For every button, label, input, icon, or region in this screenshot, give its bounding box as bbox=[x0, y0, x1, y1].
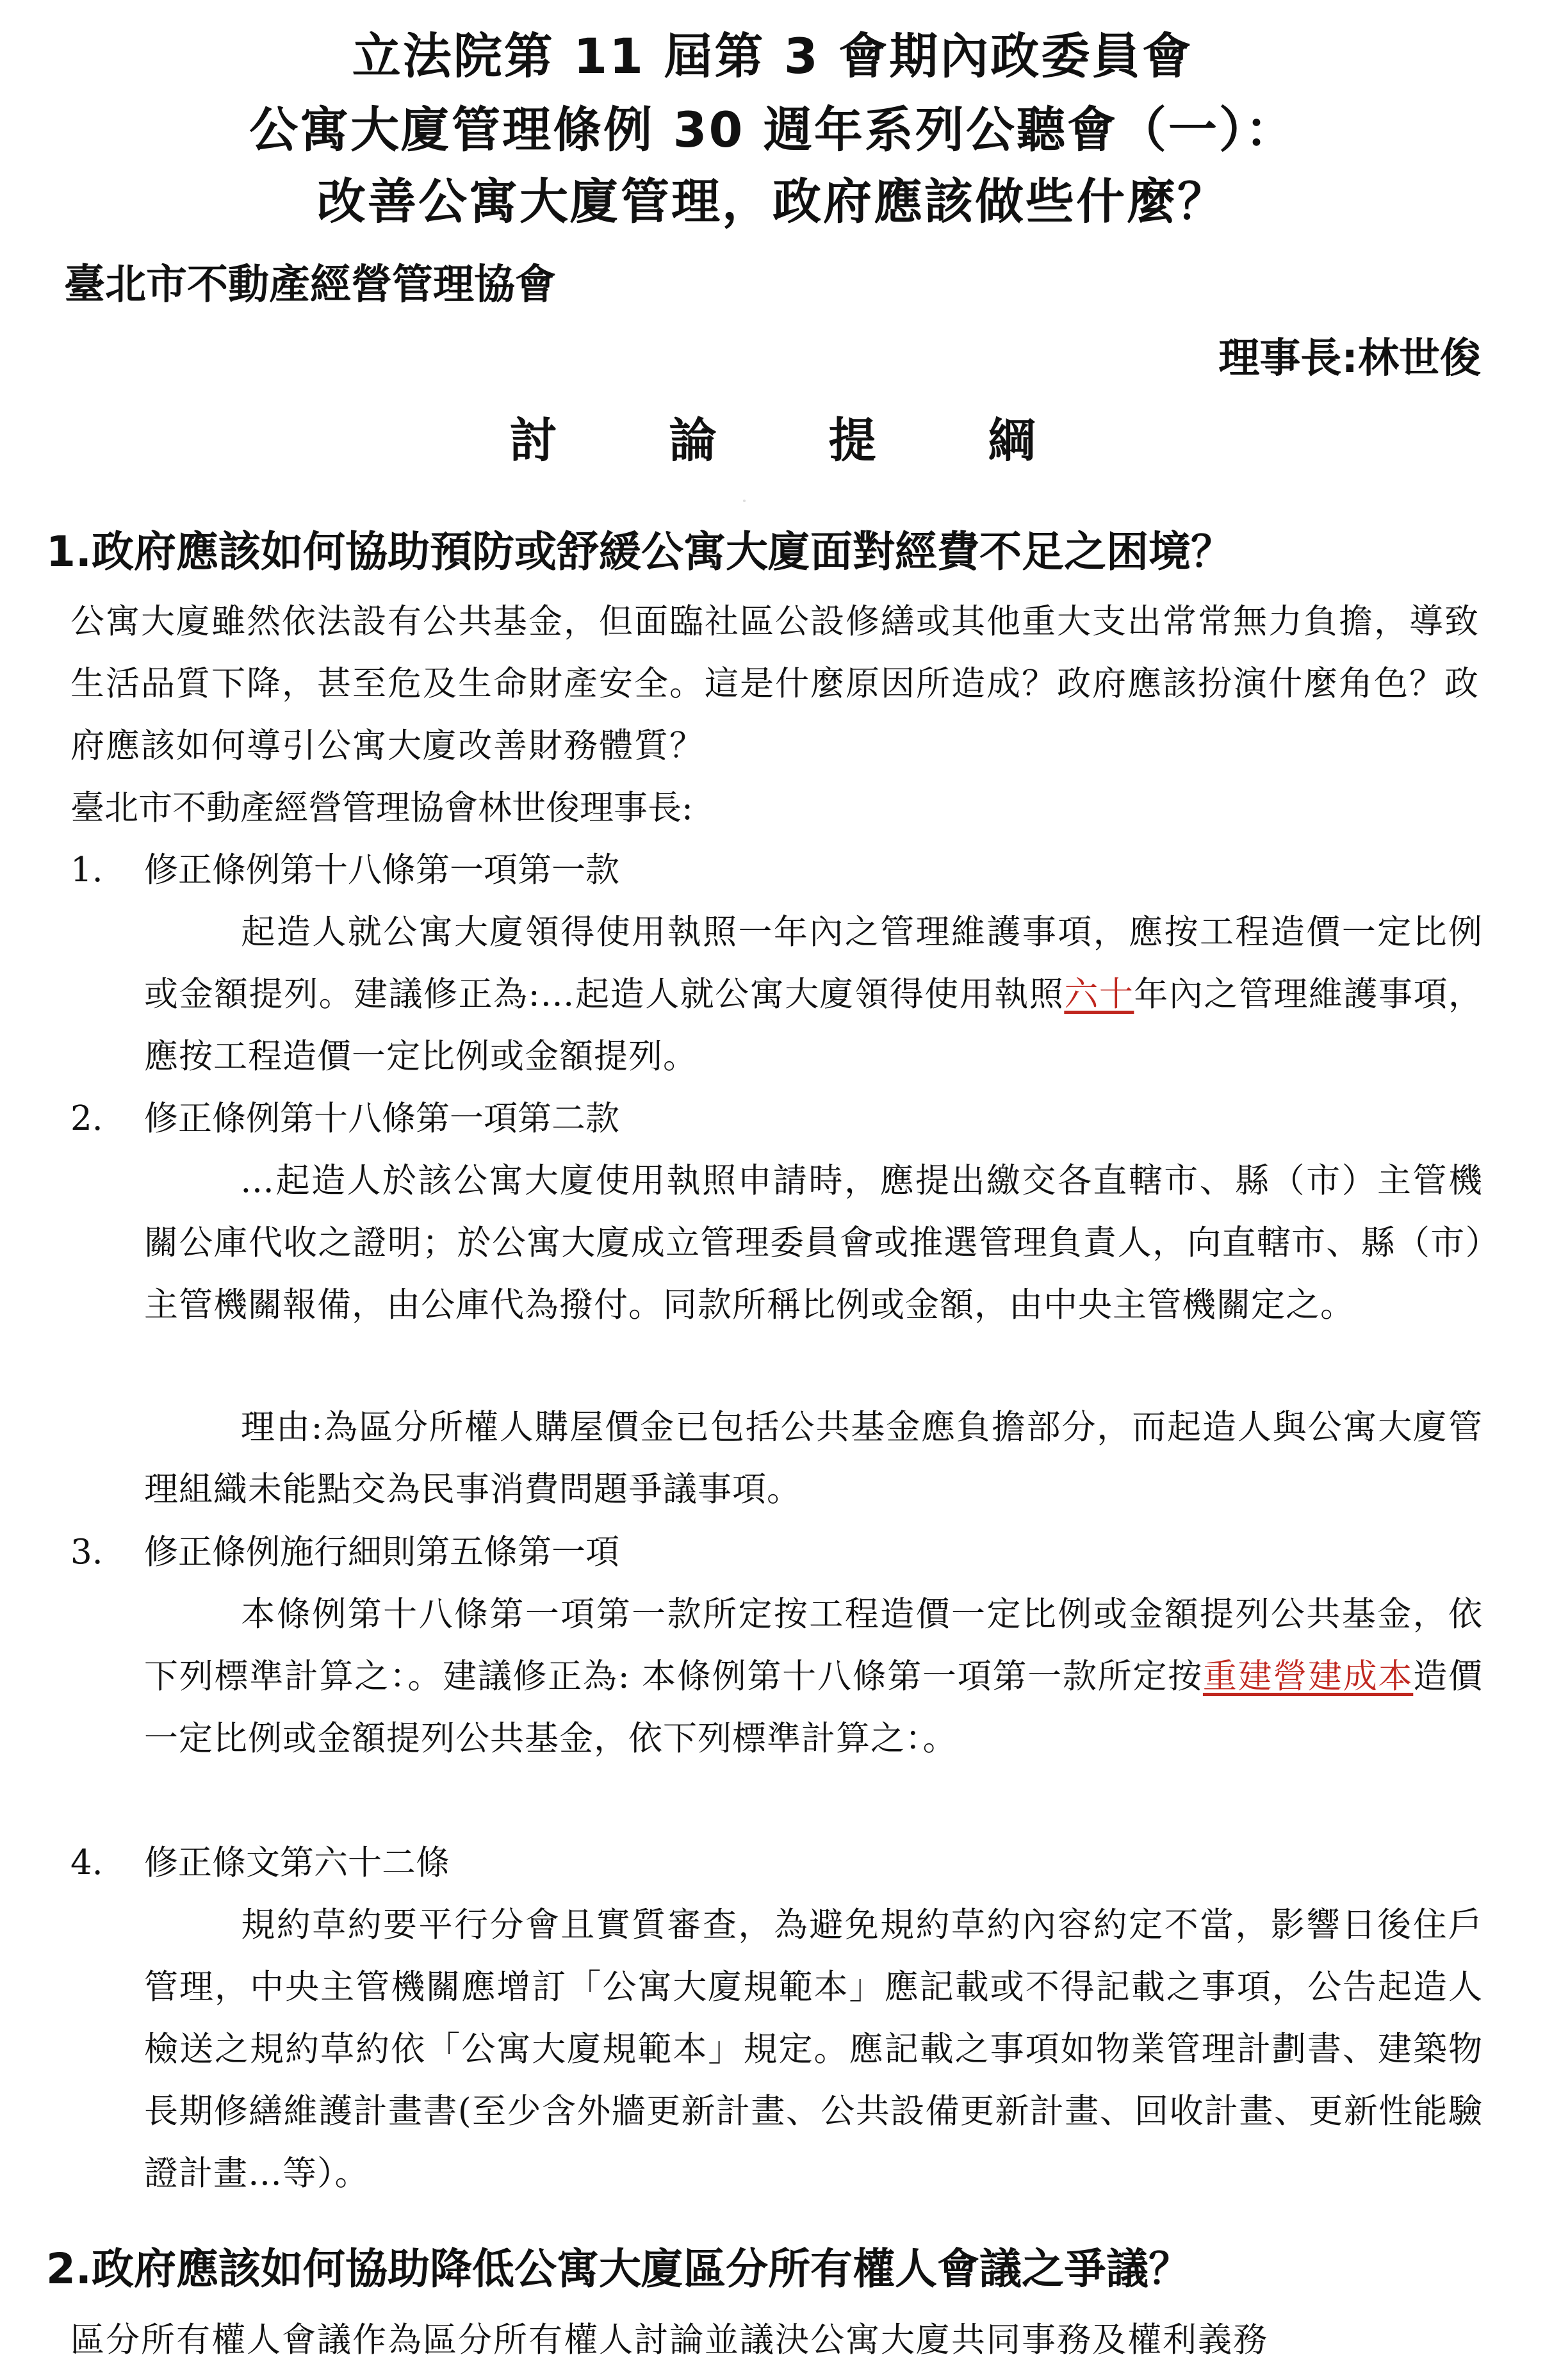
item-3-title: 修正條例施行細則第五條第一項 bbox=[144, 1533, 619, 1572]
outline-title: 討論提綱 bbox=[509, 413, 1148, 468]
item-4-number: 4. bbox=[70, 1843, 103, 1882]
item-2-title: 修正條例第十八條第一項第二款 bbox=[144, 1099, 619, 1138]
chairman-name: 理事長:林世俊 bbox=[1218, 335, 1481, 382]
item-3-text-a: 本條例第十八條第一項第一款所定按工程造價一定比例或金額提列公共基金，依下列標準計算之：。建議修正為: 本條例第十八條第一項第一款所定按 bbox=[144, 1595, 1483, 1696]
item-4-body bbox=[144, 1894, 1483, 2205]
header-hearing-subtitle: 改善公寓大廈管理，政府應該做些什麼？ bbox=[317, 173, 1228, 230]
item-1-highlight: 六十 bbox=[1064, 975, 1134, 1014]
item-3-title-row bbox=[70, 1521, 619, 1583]
item-1-title-row bbox=[70, 839, 619, 901]
question-2-intro: 區分所有權人會議作為區分所有權人討論並議決公寓大廈共同事務及權利義務 bbox=[70, 2320, 1268, 2360]
question-1-speaker: 臺北市不動產經營管理協會林世俊理事長: bbox=[70, 788, 693, 827]
item-3-body bbox=[144, 1583, 1483, 1770]
item-2-text: …起造人於該公寓大廈使用執照申請時，應提出繳交各直轄市、縣（市）主管機關公庫代收之證明；於公寓大廈成立管理委員會或推選管理負責人，向直轄市、縣（市）主管機關報備，由公庫代為撥付。同款所稱比例或金額，由中央主管機關定之。 bbox=[144, 1161, 1483, 1324]
item-1-text-b: 年內之管理維護事項，應按工程造價一定比例或金額提列。 bbox=[144, 975, 1484, 1076]
question-1-heading: 1.政府應該如何協助預防或舒緩公寓大廈面對經費不足之困境？ bbox=[46, 527, 1233, 576]
question-1-intro: 公寓大廈雖然依法設有公共基金，但面臨社區公設修繕或其他重大支出常常無力負擔，導致生活品質下降，甚至危及生命財產安全。這是什麼原因所造成？政府應該扮演什麼角色？政府應該如何導引公寓大廈改善財務體質？ bbox=[70, 602, 1480, 765]
item-1-body bbox=[144, 901, 1483, 1088]
question-2-heading: 2.政府應該如何協助降低公寓大廈區分所有權人會議之爭議？ bbox=[46, 2244, 1191, 2294]
item-1-number: 1. bbox=[70, 851, 103, 890]
item-3-number: 3. bbox=[70, 1533, 103, 1572]
item-1-text-a: 起造人就公寓大廈領得使用執照一年內之管理維護事項，應按工程造價一定比例或金額提列。建議修正為:…起造人就公寓大廈領得使用執照 bbox=[144, 913, 1483, 1014]
header-committee-title: 立法院第 11 屆第 3 會期內政委員會 bbox=[352, 28, 1193, 85]
item-2-reason-text: 理由:為區分所權人購屋價金已包括公共基金應負擔部分，而起造人與公寓大廈管理組織未能點交為民事消費問題爭議事項。 bbox=[144, 1408, 1483, 1509]
item-1-title: 修正條例第十八條第一項第一款 bbox=[144, 851, 619, 890]
item-3-text-b: 造價一定比例或金額提列公共基金，依下列標準計算之：。 bbox=[144, 1657, 1484, 1758]
organization-name: 臺北市不動產經營管理協會 bbox=[64, 261, 556, 309]
item-4-title: 修正條文第六十二條 bbox=[144, 1843, 450, 1882]
item-2-reason bbox=[144, 1396, 1483, 1520]
scan-speck bbox=[743, 500, 746, 502]
item-4-text: 規約草約要平行分會且實質審查，為避免規約草約內容約定不當，影響日後住戶管理，中央主管機關應增訂「公寓大廈規範本」應記載或不得記載之事項，公告起造人檢送之規約草約依「公寓大廈規範本」規定。應記載之事項如物業管理計劃書、建築物長期修繕維護計畫書(至少含外牆更新計畫、公共設備更新計畫、回收計畫、更新性能驗證計畫…等）。 bbox=[144, 1905, 1483, 2193]
item-2-title-row bbox=[70, 1088, 619, 1150]
item-2-body bbox=[144, 1150, 1483, 1336]
header-hearing-title: 公寓大廈管理條例 30 週年系列公聽會（一）： bbox=[249, 101, 1296, 158]
item-3-highlight: 重建營建成本 bbox=[1202, 1657, 1414, 1696]
item-4-title-row bbox=[70, 1832, 450, 1894]
item-2-number: 2. bbox=[70, 1099, 103, 1138]
